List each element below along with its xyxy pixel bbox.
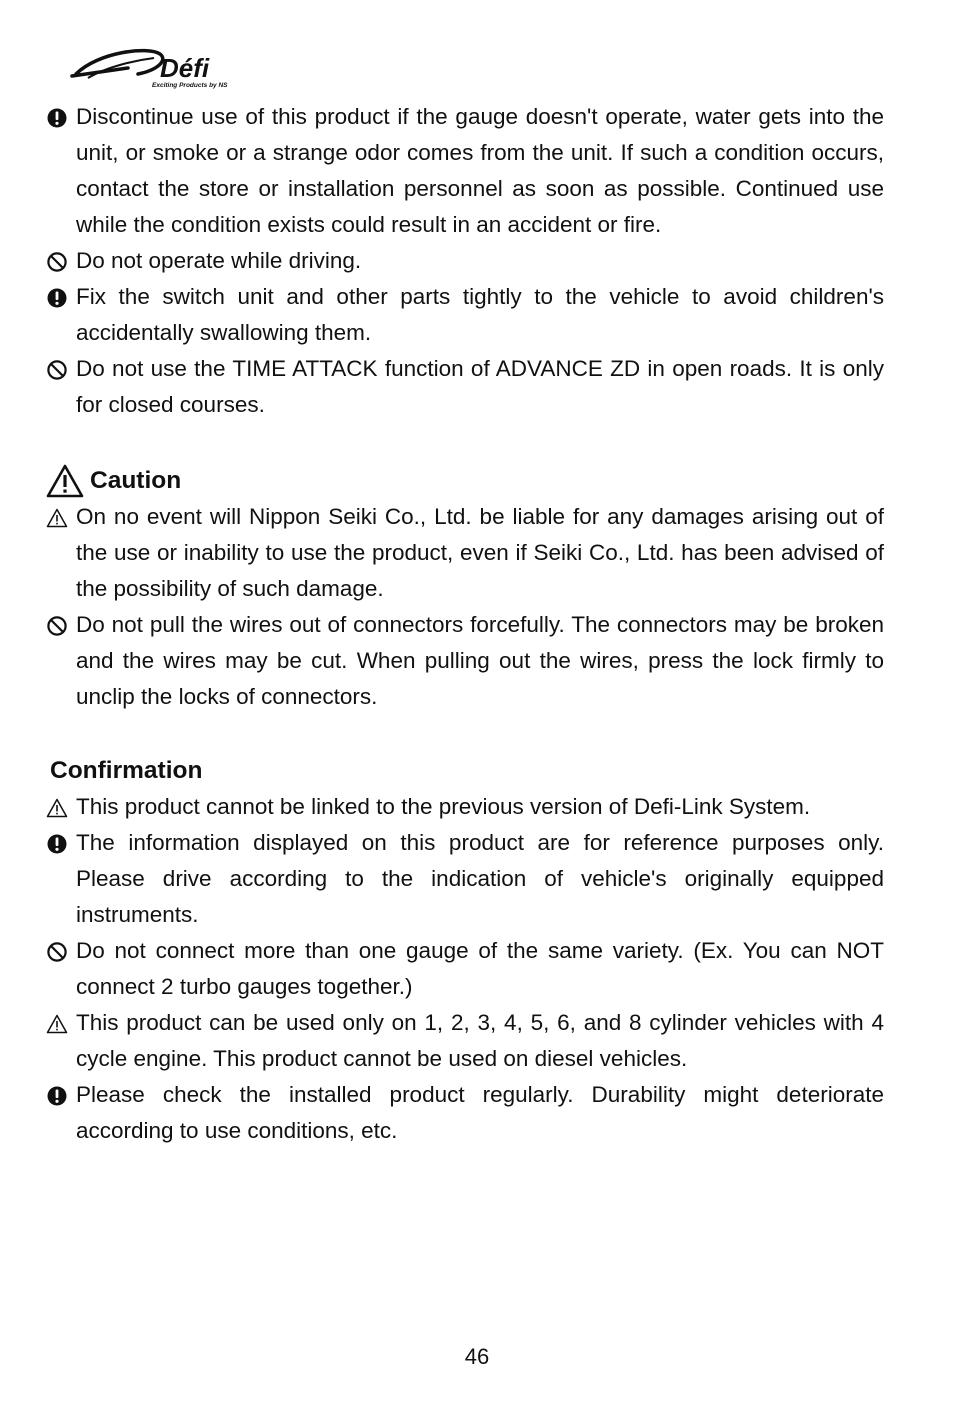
exclamation-circle-icon: [46, 287, 68, 309]
warning-text: Discontinue use of this product if the gauge doesn't operate, water gets into the unit, or smoke or a strange odor comes from the unit. If such a condition occurs, contact the store or installation personnel as soon as possible. Continued use while the condition exists could result in an accident or fire.: [76, 104, 884, 237]
warning-text: Fix the switch unit and other parts tightly to the vehicle to avoid children's accidentally swallowing them.: [76, 284, 884, 345]
warning-item-3: [46, 279, 884, 351]
page-number: 46: [464, 1344, 490, 1369]
confirmation-text: This product cannot be linked to the previous version of Defi-Link System.: [76, 794, 811, 819]
logo-tagline: Exciting Products by NS: [152, 82, 228, 89]
confirmation-item-1: [46, 789, 884, 825]
confirmation-heading: Confirmation: [50, 757, 203, 784]
warning-triangle-icon: [46, 1013, 68, 1035]
warning-text: Do not use the TIME ATTACK function of ADVANCE ZD in open roads. It is only for closed courses.: [76, 356, 884, 417]
warning-item-2: [46, 243, 884, 279]
page-content: [46, 99, 884, 1149]
exclamation-circle-icon: [46, 107, 68, 129]
confirmation-item-5: [46, 1077, 884, 1149]
warning-item-1: [46, 99, 884, 243]
warning-triangle-icon: [46, 797, 68, 819]
warning-triangle-icon: [46, 507, 68, 529]
confirmation-text: The information displayed on this product are for reference purposes only. Please drive according to the indication of vehicle's originally equipped instruments.: [76, 830, 884, 927]
exclamation-circle-icon: [46, 833, 68, 855]
confirmation-item-2: [46, 825, 884, 933]
confirmation-text: Do not connect more than one gauge of the same variety. (Ex. You can NOT connect 2 turbo gauges together.): [76, 938, 884, 999]
prohibited-icon: [46, 359, 68, 381]
caution-item-2: [46, 607, 884, 715]
prohibited-icon: [46, 615, 68, 637]
prohibited-icon: [46, 251, 68, 273]
caution-item-1: [46, 499, 884, 607]
exclamation-circle-icon: [46, 1085, 68, 1107]
caution-text: Do not pull the wires out of connectors forcefully. The connectors may be broken and the wires may be cut. When pulling out the wires, press the lock firmly to unclip the locks of connectors.: [76, 612, 884, 709]
logo-brand: Défi: [160, 53, 210, 83]
confirmation-item-3: [46, 933, 884, 1005]
warning-triangle-icon: [46, 464, 84, 498]
warning-item-4: [46, 351, 884, 423]
confirmation-text: Please check the installed product regularly. Durability might deteriorate according to use conditions, etc.: [76, 1082, 884, 1143]
warning-text: Do not operate while driving.: [76, 248, 362, 273]
caution-heading: [46, 463, 884, 499]
confirmation-item-4: [46, 1005, 884, 1077]
confirmation-text: This product can be used only on 1, 2, 3, 4, 5, 6, and 8 cylinder vehicles with 4 cycle engine. This product cannot be used on diesel vehicles.: [76, 1010, 884, 1071]
caution-text: On no event will Nippon Seiki Co., Ltd. be liable for any damages arising out of the use or inability to use the product, even if Seiki Co., Ltd. has been advised of the possibility of such damage.: [76, 504, 884, 601]
prohibited-icon: [46, 941, 68, 963]
defi-logo: [68, 44, 268, 90]
caution-heading-text: Caution: [90, 467, 182, 494]
